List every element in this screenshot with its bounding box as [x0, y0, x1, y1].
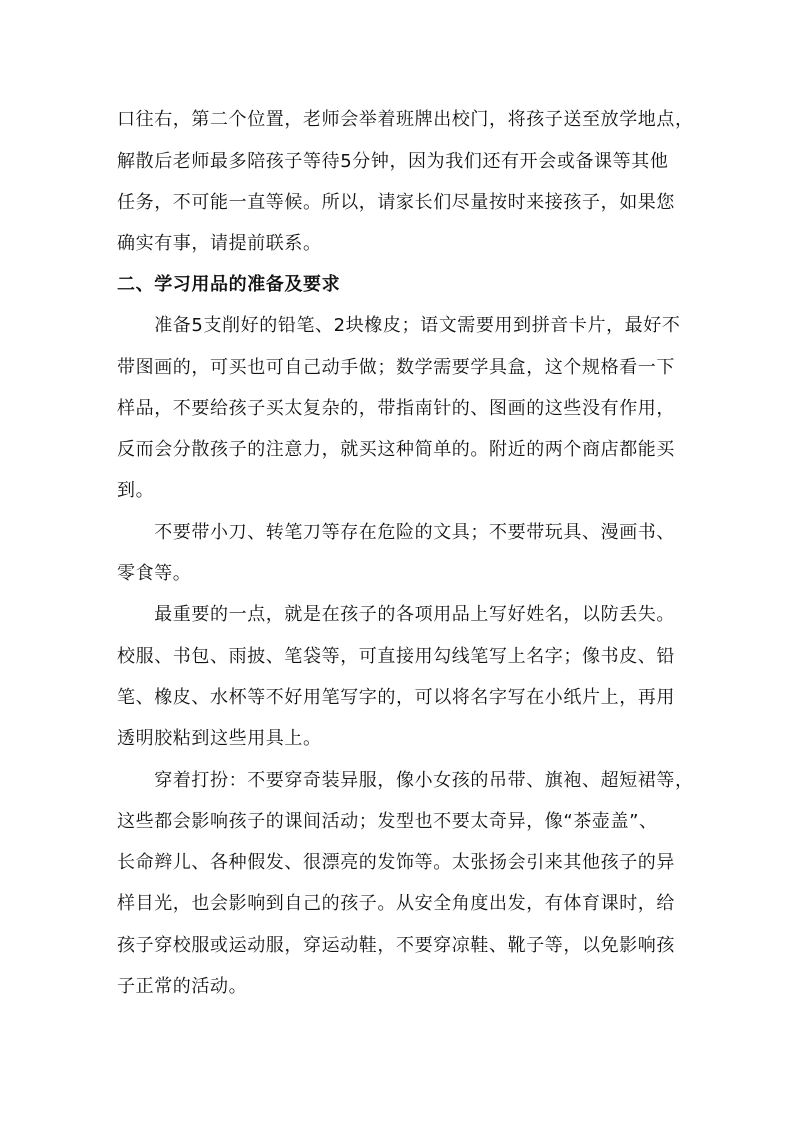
text-line: 这些都会影响孩子的课间活动；发型也不要太奇异，像“茶壶盖”、	[117, 811, 658, 832]
section-heading: 二、学习用品的准备及要求	[117, 274, 341, 295]
text-line: 透明胶粘到这些用具上。	[117, 728, 322, 749]
text-line: 解散后老师最多陪孩子等待5分钟，因为我们还有开会或备课等其他	[117, 151, 669, 172]
text-line: 不要带小刀、转笔刀等存在危险的文具；不要带玩具、漫画书、	[117, 522, 675, 543]
text-line: 任务，不可能一直等候。所以，请家长们尽量按时来接孩子，如果您	[117, 192, 675, 213]
text-line: 笔、橡皮、水杯等不好用笔写字的，可以将名字写在小纸片上，再用	[117, 687, 675, 708]
text-line: 带图画的，可买也可自己动手做；数学需要学具盒，这个规格看一下	[117, 357, 675, 378]
text-line: 反而会分散孩子的注意力，就买这种简单的。附近的两个商店都能买	[117, 439, 675, 460]
text-line: 穿着打扮：不要穿奇装异服，像小女孩的吊带、旗袍、超短裙等，	[117, 770, 694, 791]
text-line: 样目光，也会影响到自己的孩子。从安全角度出发，有体育课时，给	[117, 893, 675, 914]
text-line: 口往右，第二个位置，老师会举着班牌出校门，将孩子送至放学地点，	[117, 109, 694, 130]
text-line: 零食等。	[117, 563, 192, 584]
text-line: 长命辫儿、各种假发、很漂亮的发饰等。太张扬会引来其他孩子的异	[117, 852, 675, 873]
text-line: 子正常的活动。	[117, 976, 248, 997]
text-line: 孩子穿校服或运动服，穿运动鞋，不要穿凉鞋、靴子等，以免影响孩	[117, 935, 675, 956]
text-line: 准备5支削好的铅笔、2块橡皮；语文需要用到拼音卡片，最好不	[117, 315, 681, 336]
text-line: 确实有事，请提前联系。	[117, 233, 322, 254]
text-line: 到。	[117, 480, 155, 501]
text-line: 样品，不要给孩子买太复杂的，带指南针的、图画的这些没有作用，	[117, 398, 675, 419]
text-line: 校服、书包、雨披、笔袋等，可直接用勾线笔写上名字；像书皮、铅	[117, 646, 675, 667]
text-line: 最重要的一点，就是在孩子的各项用品上写好姓名，以防丢失。	[117, 604, 675, 625]
